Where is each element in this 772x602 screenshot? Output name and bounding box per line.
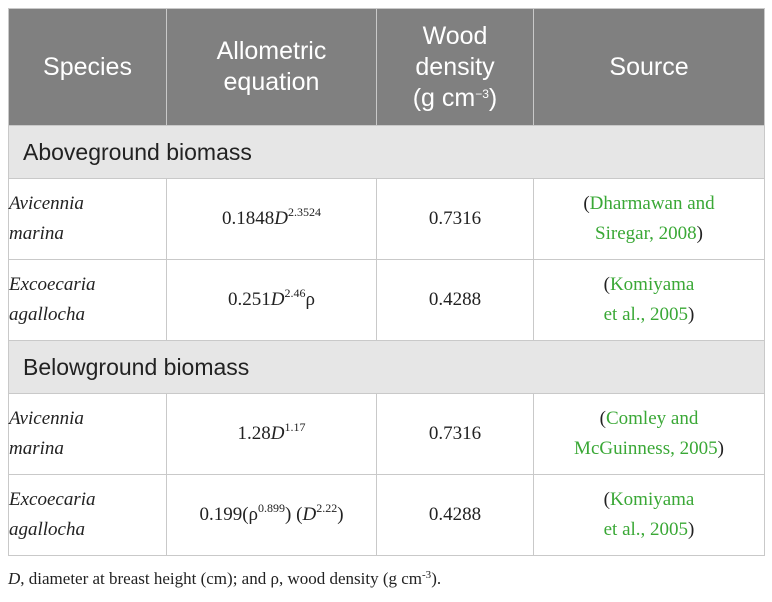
eq-variable: D	[302, 504, 317, 525]
source-link[interactable]: McGuinness, 2005	[574, 438, 718, 459]
header-equation-line1: Allometric	[216, 37, 327, 65]
source-link[interactable]: Komiyama	[609, 489, 695, 510]
section-row-aboveground	[9, 126, 765, 179]
table-row	[9, 394, 765, 475]
eq-exponent: 2.3524	[287, 205, 321, 219]
source-paren-close: )	[688, 304, 695, 325]
equation-cell	[167, 260, 377, 341]
source-link[interactable]: Dharmawan and	[589, 193, 715, 214]
source-link[interactable]: Comley and	[605, 408, 699, 429]
equation-cell	[167, 394, 377, 475]
eq-part-c: )	[337, 504, 344, 525]
eq-variable: D	[270, 423, 285, 444]
species-epithet: agallocha	[9, 519, 85, 540]
eq-coefficient: 0.1848	[222, 208, 275, 229]
source-paren-open: (	[599, 408, 606, 429]
header-species: Species	[9, 9, 167, 126]
equation-cell	[167, 179, 377, 260]
species-cell	[9, 260, 167, 341]
species-genus: Excoecaria	[9, 274, 96, 295]
species-cell	[9, 394, 167, 475]
header-equation-line2: equation	[223, 68, 320, 96]
table-row	[9, 179, 765, 260]
density-cell: 0.4288	[377, 260, 534, 341]
equation-cell	[167, 475, 377, 556]
footnote-text: , diameter at breast height (cm); and ρ, wood density (g cm	[20, 569, 423, 588]
source-paren-open: (	[603, 489, 610, 510]
header-density	[377, 9, 534, 126]
species-cell	[9, 475, 167, 556]
table-row	[9, 260, 765, 341]
eq-exponent: 2.46	[284, 286, 306, 300]
source-paren-open: (	[583, 193, 590, 214]
density-cell: 0.4288	[377, 475, 534, 556]
eq-exponent: 2.22	[316, 501, 338, 515]
biomass-equation-table	[8, 8, 765, 556]
source-paren-close: )	[696, 223, 703, 244]
section-label-belowground: Belowground biomass	[9, 341, 765, 394]
species-genus: Excoecaria	[9, 489, 96, 510]
species-genus: Avicennia	[9, 193, 84, 214]
header-equation	[167, 9, 377, 126]
species-epithet: marina	[9, 438, 64, 459]
header-row	[9, 9, 765, 126]
eq-rho-exponent: 0.899	[258, 501, 286, 515]
density-unit-text: (g cm	[412, 83, 476, 112]
density-cell: 0.7316	[377, 394, 534, 475]
density-unit-exponent: −3	[475, 86, 489, 101]
source-cell	[534, 394, 765, 475]
source-link[interactable]: Siregar, 2008	[595, 223, 697, 244]
source-link[interactable]: Komiyama	[609, 274, 695, 295]
source-paren-open: (	[603, 274, 610, 295]
density-unit-close: )	[488, 83, 498, 112]
source-cell	[534, 475, 765, 556]
table-footnote	[8, 569, 441, 589]
species-epithet: agallocha	[9, 304, 85, 325]
footnote-exponent: -3	[422, 569, 432, 581]
source-link[interactable]: et al., 2005	[603, 519, 689, 540]
eq-coefficient: 1.28	[237, 423, 271, 444]
header-source: Source	[534, 9, 765, 126]
source-cell	[534, 179, 765, 260]
section-label-aboveground: Aboveground biomass	[9, 126, 765, 179]
eq-variable: D	[270, 289, 285, 310]
eq-variable: D	[274, 208, 288, 229]
eq-part-b: ) (	[285, 504, 303, 525]
species-epithet: marina	[9, 223, 64, 244]
density-cell: 0.7316	[377, 179, 534, 260]
source-paren-close: )	[688, 519, 695, 540]
species-genus: Avicennia	[9, 408, 84, 429]
table-row	[9, 475, 765, 556]
eq-coefficient: 0.251	[228, 289, 271, 310]
eq-part-a: 0.199(ρ	[199, 504, 259, 525]
eq-rho: ρ	[305, 289, 315, 310]
footnote-end: ).	[431, 569, 442, 588]
section-row-belowground	[9, 341, 765, 394]
footnote-variable: D	[8, 569, 21, 588]
eq-exponent: 1.17	[284, 420, 306, 434]
header-density-line2: density	[415, 52, 495, 81]
source-link[interactable]: et al., 2005	[603, 304, 689, 325]
header-density-line1: Wood	[422, 21, 488, 50]
species-cell	[9, 179, 167, 260]
source-cell	[534, 260, 765, 341]
source-paren-close: )	[717, 438, 724, 459]
header-density-unit	[377, 83, 533, 114]
